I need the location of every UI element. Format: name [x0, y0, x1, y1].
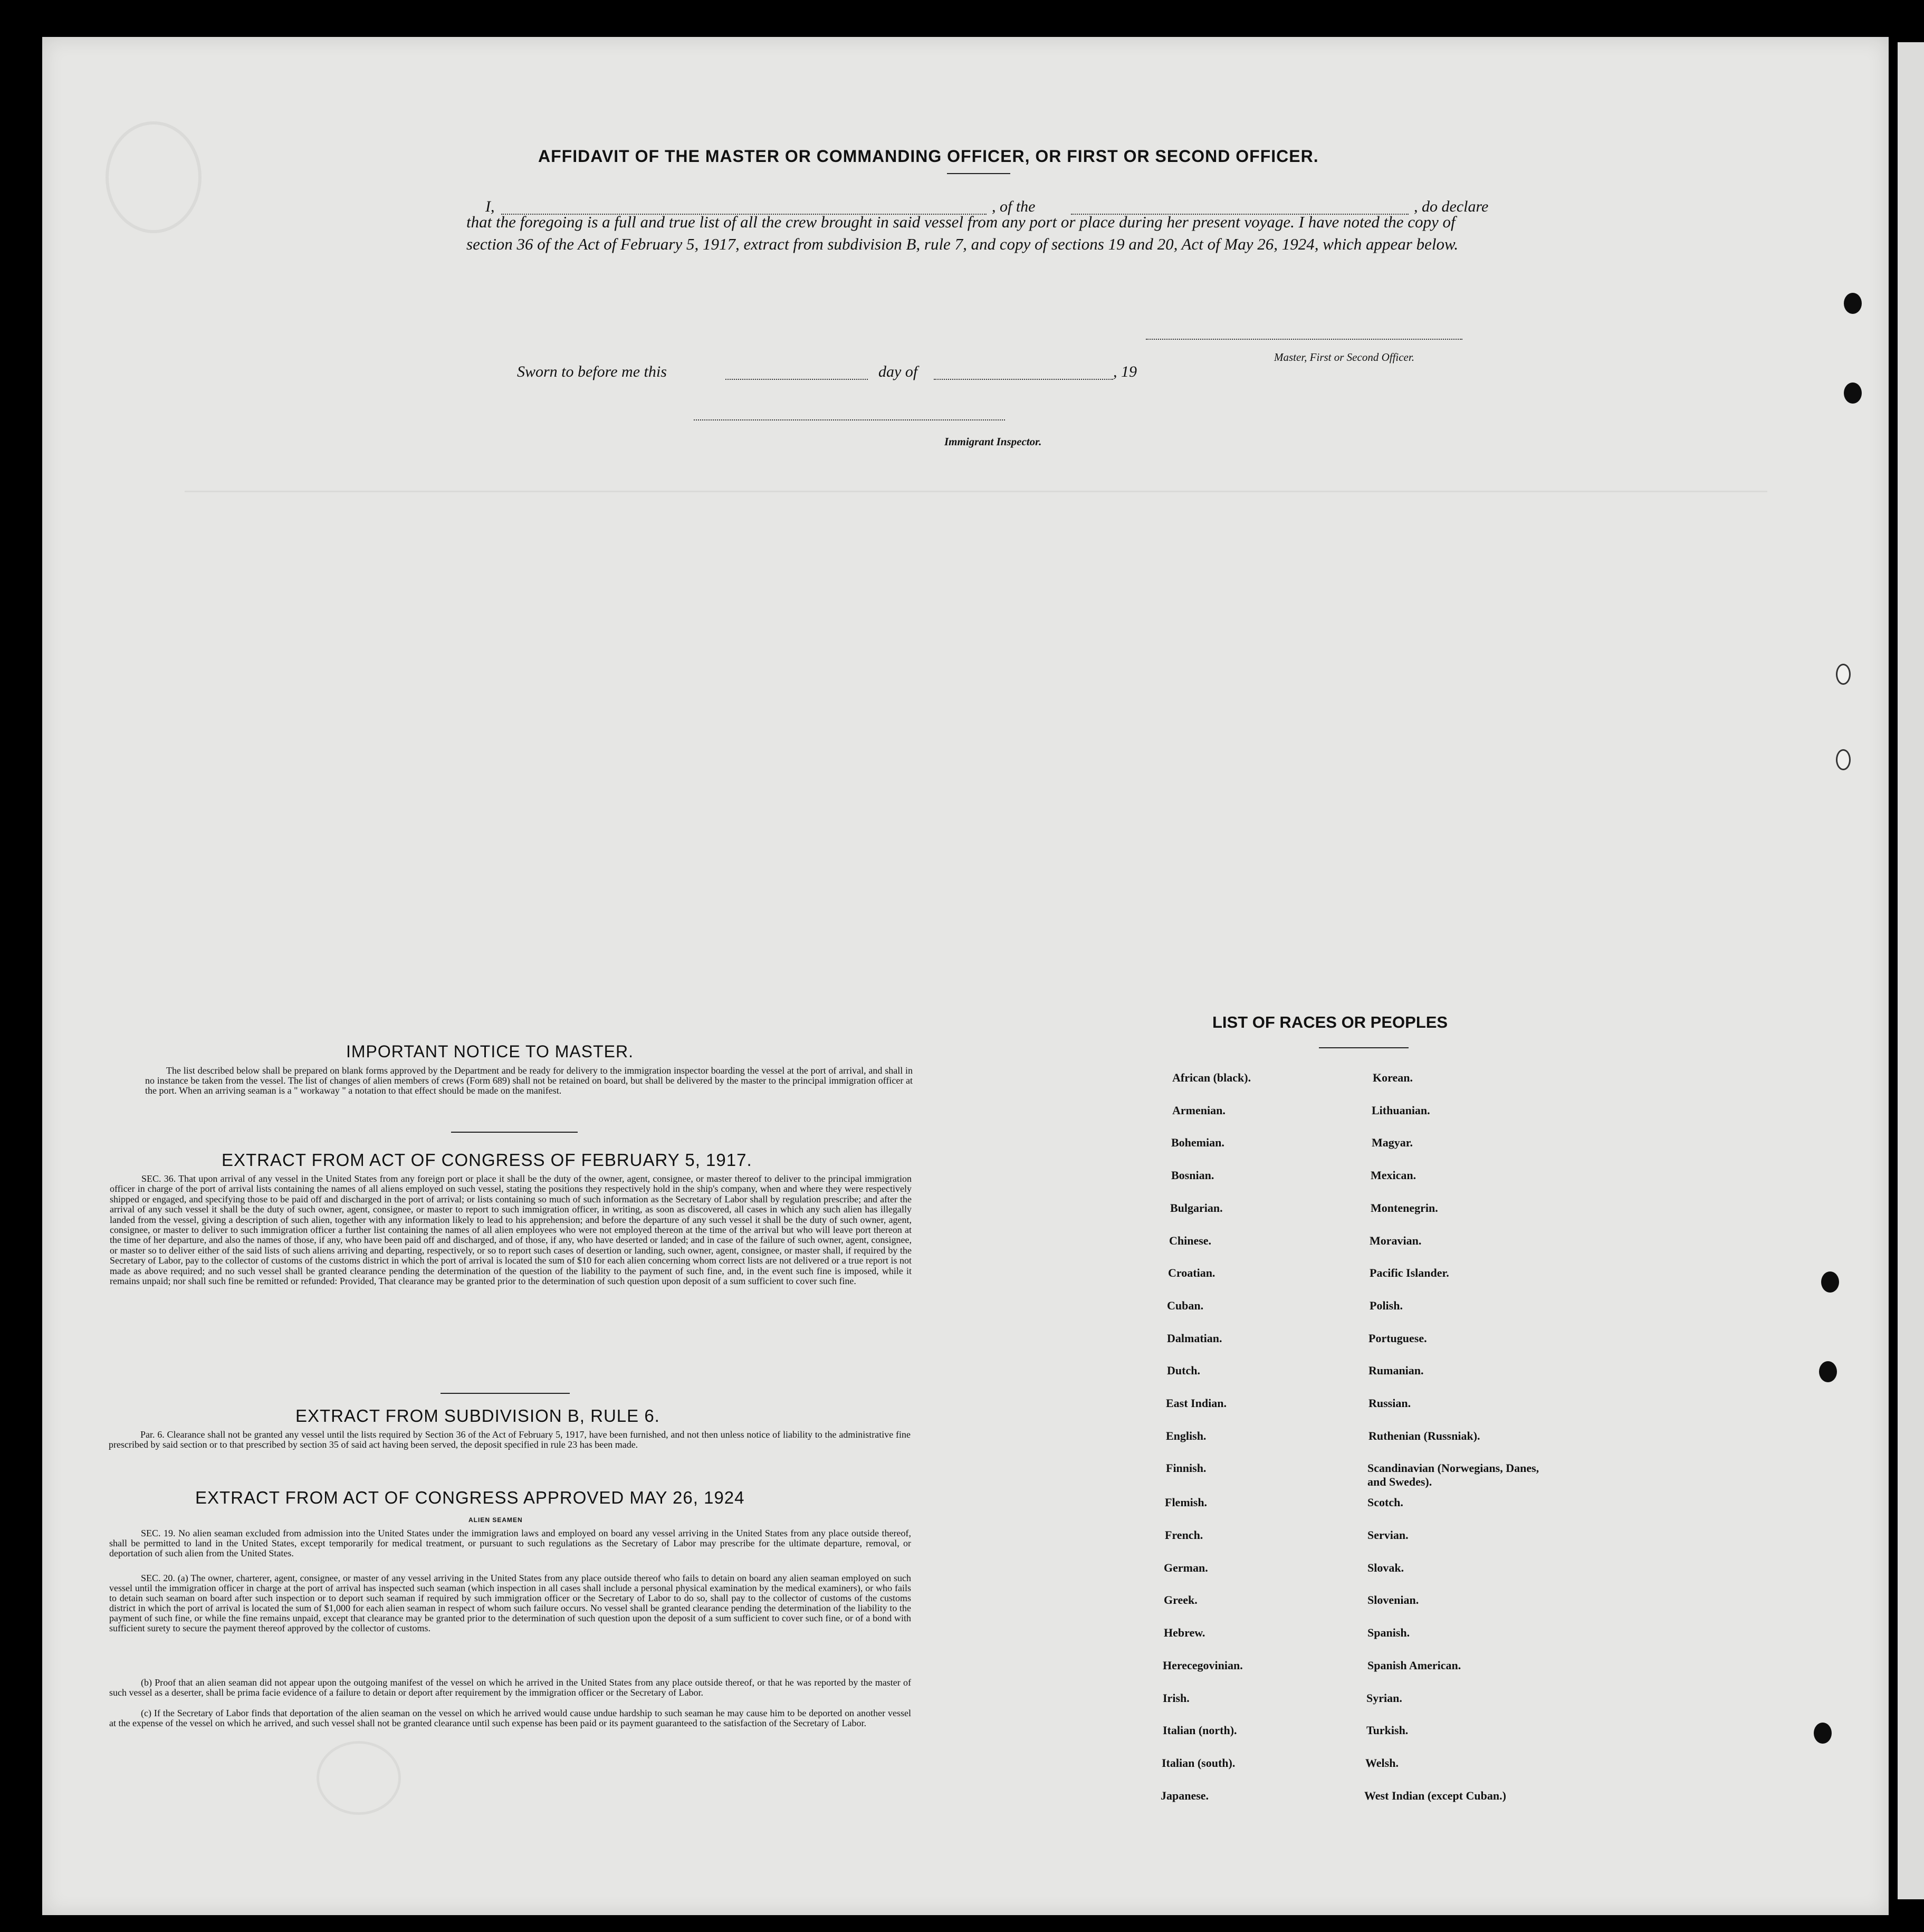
punch-hole	[1814, 1723, 1832, 1744]
races-title: LIST OF RACES OR PEOPLES	[1212, 1013, 1448, 1031]
race-item: Scandinavian (Norwegians, Danes, and Swedes).	[1367, 1461, 1539, 1488]
race-item: West Indian (except Cuban.)	[1364, 1789, 1506, 1802]
race-item: Montenegrin.	[1371, 1201, 1438, 1214]
race-item: Korean.	[1373, 1071, 1413, 1084]
title-divider	[947, 173, 1010, 174]
races-divider	[1319, 1047, 1409, 1048]
punch-hole	[1821, 1271, 1839, 1293]
race-item: Russian.	[1368, 1397, 1411, 1410]
extract-1924-paragraph: SEC. 19. No alien seaman excluded from admission into the United States under the immigration laws and employed on board any vessel arriving in the United States from any place outside thereof, shall be permitted to land in the United States, except temporarily for medical treatment, or pursuant to such regulations as the Secretary of Labor may prescribe for the ultimate departure, removal, or deportation of such alien from the United States.	[109, 1528, 911, 1558]
extract-1917-divider	[441, 1393, 570, 1394]
race-item: Finnish.	[1166, 1461, 1207, 1475]
notice-title: IMPORTANT NOTICE TO MASTER.	[346, 1042, 634, 1061]
race-item: Pacific Islander.	[1370, 1266, 1449, 1279]
affidavit-declare-label: , do declare	[1414, 198, 1489, 215]
race-item: Spanish.	[1367, 1626, 1410, 1639]
race-item: Croatian.	[1168, 1266, 1215, 1279]
underlying-sheet-edge	[1898, 42, 1924, 1899]
notice-divider	[451, 1132, 578, 1133]
race-item: Herecegovinian.	[1163, 1659, 1243, 1672]
extract-1924-paragraph: (c) If the Secretary of Labor finds that deportation of the alien seaman on the vessel on which he arrived would cause undue hardship to such seaman he may cause him to be deported on another vessel at the expense of the vessel on which he arrived, and such vessel shall not be granted clearance until such expense has been paid or its payment guaranteed to the satisfaction of the Secretary of Labor.	[109, 1708, 911, 1728]
rule6-title: EXTRACT FROM SUBDIVISION B, RULE 6.	[295, 1406, 660, 1426]
race-item: Greek.	[1164, 1593, 1198, 1606]
race-item: Scotch.	[1367, 1496, 1403, 1509]
affidavit-body: that the foregoing is a full and true list of all the crew brought in said vessel from any port or place during her present voyage. I have noted the copy of section 36 of the Act of February 5, 1917, extract from subdivision B, rule 7, and copy of sections 19 and 20, Act of May 26, 1924, which appear below.	[466, 213, 1459, 253]
race-item: African (black).	[1172, 1071, 1251, 1084]
inspector-signature-line[interactable]	[694, 419, 1005, 420]
race-item: Slovak.	[1367, 1561, 1404, 1574]
sworn-month-blank[interactable]	[934, 379, 1113, 380]
race-item: Ruthenian (Russniak).	[1368, 1429, 1480, 1442]
race-item: Flemish.	[1165, 1496, 1208, 1509]
day-of-label: day of	[878, 363, 918, 380]
extract-1924-paragraph: SEC. 20. (a) The owner, charterer, agent, consignee, or master of any vessel arriving in the United States from any place outside thereof who fails to detain on board any alien seaman employed on such vessel until the immigration officer in charge at the port of arrival has inspected such seaman (which inspection in all cases shall include a personal physical examination by the medical examiners), or who fails to detain such seaman on board after such inspection or to deport such seaman if required by such immigration officer or the Secretary of Labor to do so, shall pay to the collector of customs of the customs district in which the port of arrival is located the sum of $1,000 for each alien seaman in respect of whom such failure occurs. No vessel shall be granted clearance pending the determination of the liability to the payment of such fine, or while the fine remains unpaid, except that clearance may be granted prior to the determination of such question upon the deposit of a sum sufficient to cover such fine, or of a bond with sufficient surety to secure the payment thereof approved by the collector of customs.	[109, 1573, 911, 1633]
race-item: French.	[1165, 1528, 1203, 1542]
bleed-through-shape	[106, 121, 202, 233]
officer-signature-label: Master, First or Second Officer.	[1274, 351, 1414, 364]
inspector-label: Immigrant Inspector.	[944, 435, 1042, 448]
race-item: Armenian.	[1172, 1104, 1226, 1117]
race-item: Dalmatian.	[1167, 1332, 1222, 1345]
race-item: Hebrew.	[1164, 1626, 1205, 1639]
sworn-day-blank[interactable]	[725, 379, 868, 380]
punch-hole	[1819, 1361, 1837, 1382]
rule6-body: Par. 6. Clearance shall not be granted any vessel until the lists required by Section 36 of the Act of February 5, 1917, have been furnished, and not then unless notice of liability to the administrative fine prescribed by said section or to that prescribed by section 35 of said act having been served, the deposit specified in rule 23 has been made.	[109, 1429, 911, 1450]
race-item: Chinese.	[1169, 1234, 1212, 1247]
affidavit-title: AFFIDAVIT OF THE MASTER OR COMMANDING OFFICER, OR FIRST OR SECOND OFFICER.	[538, 147, 1319, 166]
race-item: Spanish American.	[1367, 1659, 1461, 1672]
extract-1924-subtitle: ALIEN SEAMEN	[468, 1516, 523, 1524]
affidavit-i-label: I,	[485, 198, 495, 215]
race-item: Irish.	[1163, 1691, 1190, 1705]
punch-hole	[1836, 749, 1851, 770]
race-item: English.	[1166, 1429, 1207, 1442]
race-item: Moravian.	[1370, 1234, 1422, 1247]
extract-1917-title: EXTRACT FROM ACT OF CONGRESS OF FEBRUARY 5, 1917.	[222, 1150, 752, 1170]
bleed-through-stamp	[317, 1741, 401, 1815]
race-item: Servian.	[1367, 1528, 1409, 1542]
punch-hole	[1844, 382, 1862, 404]
sworn-year-label: , 19	[1113, 363, 1137, 380]
race-item: Welsh.	[1365, 1756, 1399, 1770]
extract-1924-title: EXTRACT FROM ACT OF CONGRESS APPROVED MAY 26, 1924	[195, 1488, 745, 1507]
race-item: Portuguese.	[1368, 1332, 1427, 1345]
race-item: Mexican.	[1371, 1169, 1416, 1182]
race-item: Bosnian.	[1171, 1169, 1214, 1182]
extract-1917-body: SEC. 36. That upon arrival of any vessel in the United States from any foreign port or place it shall be the duty of the owner, agent, consignee, or master thereof to deliver to the principal immigration officer in charge of the port of arrival lists containing the names of all aliens employed on such vessel, stating the positions they respectively hold in the ship's company, when and where they were respectively shipped or engaged, and specifying those to be paid off and discharged in the port of arrival; or lists containing so much of such information as the Secretary of Labor shall by regulation prescribe; and after the arrival of any such vessel it shall be the duty of such owner, agent, consignee, or master to report to such immigration officer, in writing, as soon as discovered, all cases in which any such alien has illegally landed from the vessel, giving a description of such alien, together with any information likely to lead to his apprehension; and before the departure of any such vessel it shall be the duty of such owner, agent, consignee, or master to deliver to such immigration officer a further list containing the names of all alien employees who were not employed thereon at the time of the arrival but who will leave port thereon at the time of her departure, and also the names of those, if any, who have been paid off and discharged, and of those, if any, who have deserted or landed; and in case of the failure of such owner, agent, consignee, or master so to deliver either of the said lists of such aliens arriving and departing, respectively, or so to report such cases of desertion or landing, such owner, agent, consignee, or master shall, if required by the Secretary of Labor, pay to the collector of customs of the customs district in which the port of arrival is located the sum of $10 for each alien concerning whom correct lists are not delivered or a true report is not made as above required; and no such vessel shall be granted clearance pending the determination of the question of the liability to the payment of such fine, and, in the event such fine is imposed, while it remains unpaid; nor shall such fine be remitted or refunded: Provided, That clearance may be granted prior to the determination of such question upon deposit of a sum sufficient to cover such fine.	[110, 1173, 912, 1287]
race-item: Bohemian.	[1171, 1136, 1224, 1149]
race-item: Dutch.	[1167, 1364, 1200, 1377]
officer-signature-line[interactable]	[1146, 339, 1462, 340]
race-item: German.	[1164, 1561, 1208, 1574]
race-item: Cuban.	[1167, 1299, 1204, 1312]
sworn-label: Sworn to before me this	[517, 363, 667, 380]
punch-hole	[1836, 664, 1851, 685]
race-item: Japanese.	[1161, 1789, 1209, 1802]
race-item: Turkish.	[1366, 1724, 1409, 1737]
affidavit-of-the-label: , of the	[992, 198, 1036, 215]
race-item: Italian (south).	[1162, 1756, 1236, 1770]
race-item: Rumanian.	[1368, 1364, 1424, 1377]
race-item: Syrian.	[1366, 1691, 1402, 1705]
race-item: Slovenian.	[1367, 1593, 1419, 1606]
document-sheet	[42, 37, 1889, 1915]
notice-body: The list described below shall be prepared on blank forms approved by the Department and be ready for delivery to the immigration inspector boarding the vessel at the port of arrival, and shall in no instance be taken from the vessel. The list of changes of alien members of crews (Form 689) shall not be retained on board, but shall be delivered by the master to the principal immigration officer at the port. When an arriving seaman is a " workaway " a notation to that effect should be made on the manifest.	[145, 1065, 913, 1096]
bleed-through-band	[185, 491, 1767, 492]
race-item: Polish.	[1370, 1299, 1403, 1312]
punch-hole	[1844, 293, 1862, 314]
race-item: Lithuanian.	[1372, 1104, 1430, 1117]
race-item: East Indian.	[1166, 1397, 1227, 1410]
race-item: Bulgarian.	[1170, 1201, 1223, 1214]
extract-1924-paragraph: (b) Proof that an alien seaman did not appear upon the outgoing manifest of the vessel on which he arrived in the United States from any place outside thereof, or that he was reported by the master of such vessel as a deserter, shall be prima facie evidence of a failure to detain or deport after requirement by the immigration officer or the Secretary of Labor.	[109, 1677, 911, 1698]
race-item: Magyar.	[1372, 1136, 1413, 1149]
race-item: Italian (north).	[1163, 1724, 1237, 1737]
